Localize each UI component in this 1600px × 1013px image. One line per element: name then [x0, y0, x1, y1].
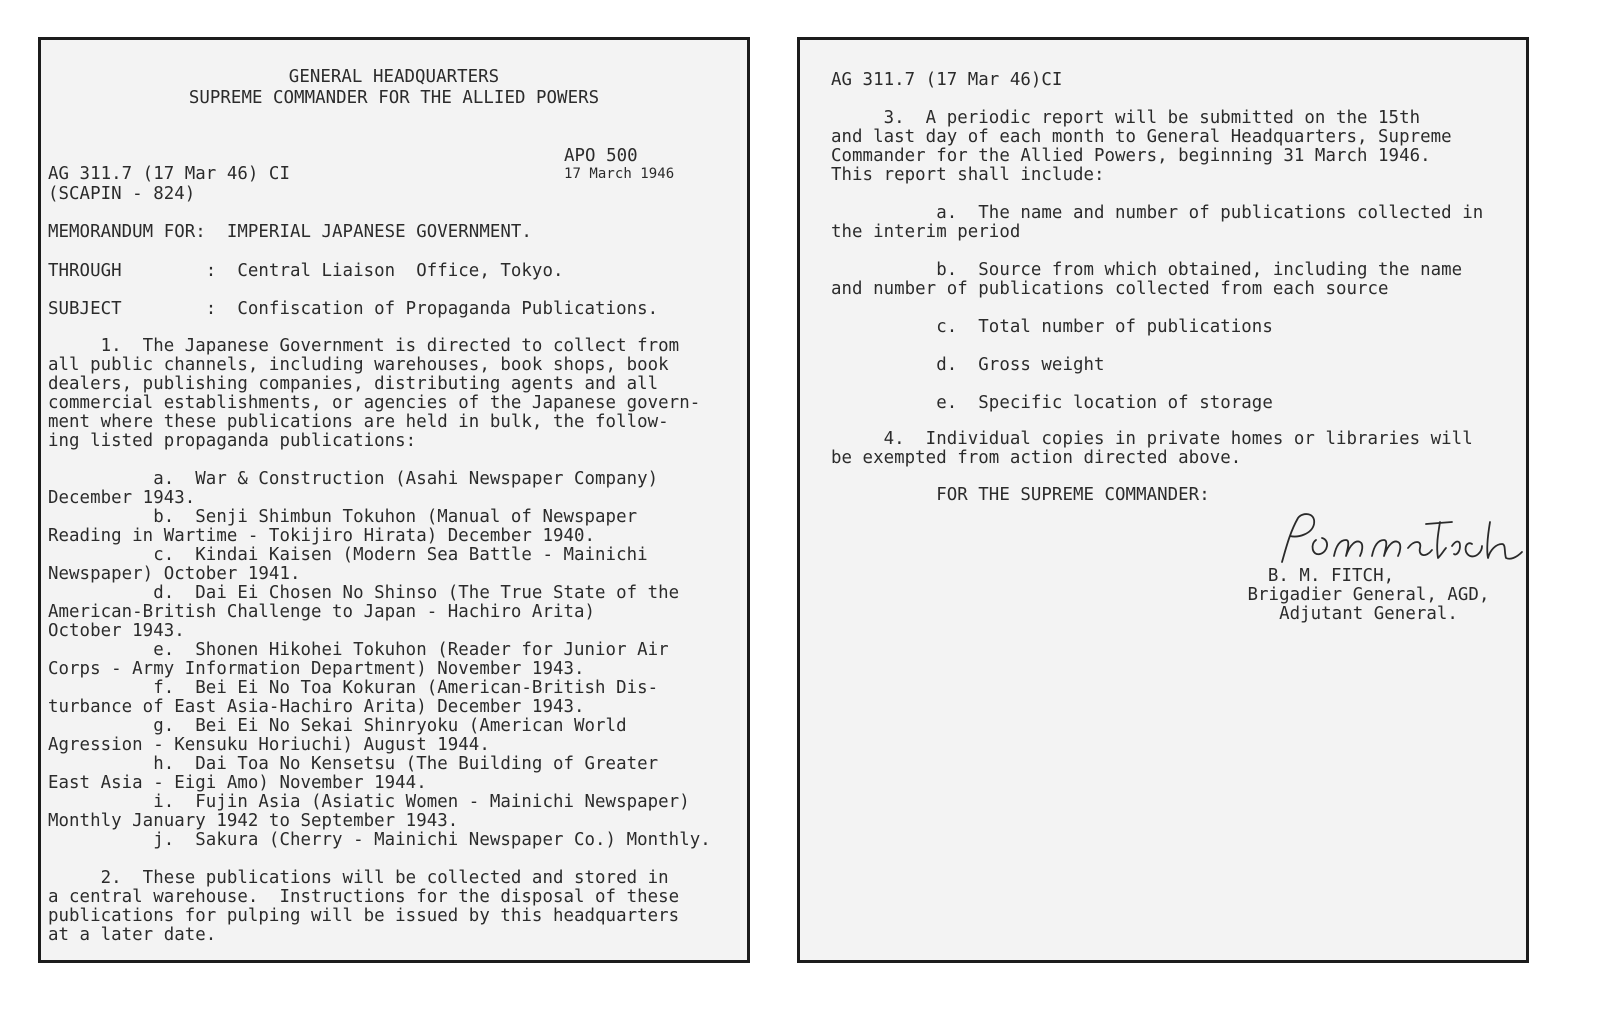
publication-list-line: i. Fujin Asia (Asiatic Women - Mainichi Newspaper) — [48, 792, 690, 812]
publication-list-line: e. Shonen Hikohei Tokuhon (Reader for Junior Air — [48, 640, 669, 660]
heading-line-1: GENERAL HEADQUARTERS — [288, 67, 500, 87]
heading-line-2: SUPREME COMMANDER FOR THE ALLIED POWERS — [188, 88, 600, 108]
paragraph-1-line: ment where these publications are held in bulk, the follow- — [48, 412, 669, 432]
publication-list-line: December 1943. — [48, 488, 196, 508]
paragraph-1-line: ing listed propaganda publications: — [48, 431, 417, 451]
paragraph-2-line: a central warehouse. Instructions for the disposal of these — [48, 887, 680, 907]
memo-for-line: MEMORANDUM FOR: IMPERIAL JAPANESE GOVERNMENT. — [48, 222, 532, 242]
paragraph-3-line: and last day of each month to General Headquarters, Supreme — [831, 127, 1452, 147]
publication-list-line: a. War & Construction (Asahi Newspaper Company) — [48, 469, 659, 489]
paragraph-1-line: commercial establishments, or agencies of the Japanese govern- — [48, 393, 701, 413]
publication-list-line: Newspaper) October 1941. — [48, 564, 301, 584]
publication-list-line: American-British Challenge to Japan - Hachiro Arita) — [48, 602, 596, 622]
paragraph-2-line: publications for pulping will be issued by this headquarters — [48, 906, 680, 926]
publication-list-line: Monthly January 1942 to September 1943. — [48, 811, 459, 831]
paragraph-1-line: 1. The Japanese Government is directed to collect from — [48, 336, 680, 356]
closing-line: FOR THE SUPREME COMMANDER: — [831, 485, 1210, 505]
publication-list-line: Agression - Kensuku Horiuchi) August 1944. — [48, 735, 490, 755]
memo-page-2 — [797, 37, 1529, 963]
report-item-c: c. Total number of publications — [831, 317, 1273, 337]
paragraph-4-line: 4. Individual copies in private homes or libraries will — [831, 429, 1473, 449]
publication-list-line: East Asia - Eigi Amo) November 1944. — [48, 773, 427, 793]
subject-line: SUBJECT : Confiscation of Propaganda Publications. — [48, 299, 659, 319]
signer-title: Adjutant General. — [1279, 604, 1458, 624]
through-line: THROUGH : Central Liaison Office, Tokyo. — [48, 261, 564, 281]
paragraph-2-line: 2. These publications will be collected and stored in — [48, 868, 669, 888]
publication-list-line: b. Senji Shimbun Tokuhon (Manual of Newspaper — [48, 507, 638, 527]
publication-list-line: j. Sakura (Cherry - Mainichi Newspaper Co.) Monthly. — [48, 830, 711, 850]
publication-list-line: g. Bei Ei No Sekai Shinryoku (American World — [48, 716, 627, 736]
report-item-d: d. Gross weight — [831, 355, 1105, 375]
publication-list-line: Corps - Army Information Department) November 1943. — [48, 659, 585, 679]
paragraph-1-line: all public channels, including warehouses, book shops, book — [48, 355, 669, 375]
reference-number: AG 311.7 (17 Mar 46) CI — [48, 164, 290, 184]
publication-list-line: f. Bei Ei No Toa Kokuran (American-British Dis- — [48, 678, 659, 698]
report-item-b-cont: and number of publications collected from each source — [831, 279, 1389, 299]
publication-list-line: d. Dai Ei Chosen No Shinso (The True State of the — [48, 583, 680, 603]
signer-name: B. M. FITCH, — [1267, 566, 1395, 586]
publication-list-line: c. Kindai Kaisen (Modern Sea Battle - Mainichi — [48, 545, 648, 565]
publication-list-line: h. Dai Toa No Kensetsu (The Building of Greater — [48, 754, 659, 774]
report-item-b: b. Source from which obtained, including the name — [831, 260, 1463, 280]
report-item-e: e. Specific location of storage — [831, 393, 1273, 413]
paragraph-3-line: 3. A periodic report will be submitted on the 15th — [831, 108, 1421, 128]
paragraph-2-line: at a later date. — [48, 925, 217, 945]
scapin-number: (SCAPIN - 824) — [48, 184, 196, 204]
publication-list-line: turbance of East Asia-Hachiro Arita) December 1943. — [48, 697, 585, 717]
memo-page-1 — [38, 37, 750, 963]
handwritten-signature — [1276, 510, 1526, 570]
memo-date: 17 March 1946 — [564, 166, 675, 182]
signer-rank: Brigadier General, AGD, — [1247, 585, 1490, 605]
publication-list-line: Reading in Wartime - Tokijiro Hirata) December 1940. — [48, 526, 596, 546]
reference-number: AG 311.7 (17 Mar 46)CI — [831, 70, 1063, 90]
paragraph-4-line: be exempted from action directed above. — [831, 448, 1242, 468]
report-item-a-cont: the interim period — [831, 222, 1021, 242]
publication-list-line: October 1943. — [48, 621, 185, 641]
paragraph-3-line: This report shall include: — [831, 165, 1105, 185]
paragraph-1-line: dealers, publishing companies, distributing agents and all — [48, 374, 659, 394]
paragraph-3-line: Commander for the Allied Powers, beginning 31 March 1946. — [831, 146, 1431, 166]
report-item-a: a. The name and number of publications collected in — [831, 203, 1484, 223]
apo-number: APO 500 — [564, 146, 638, 166]
